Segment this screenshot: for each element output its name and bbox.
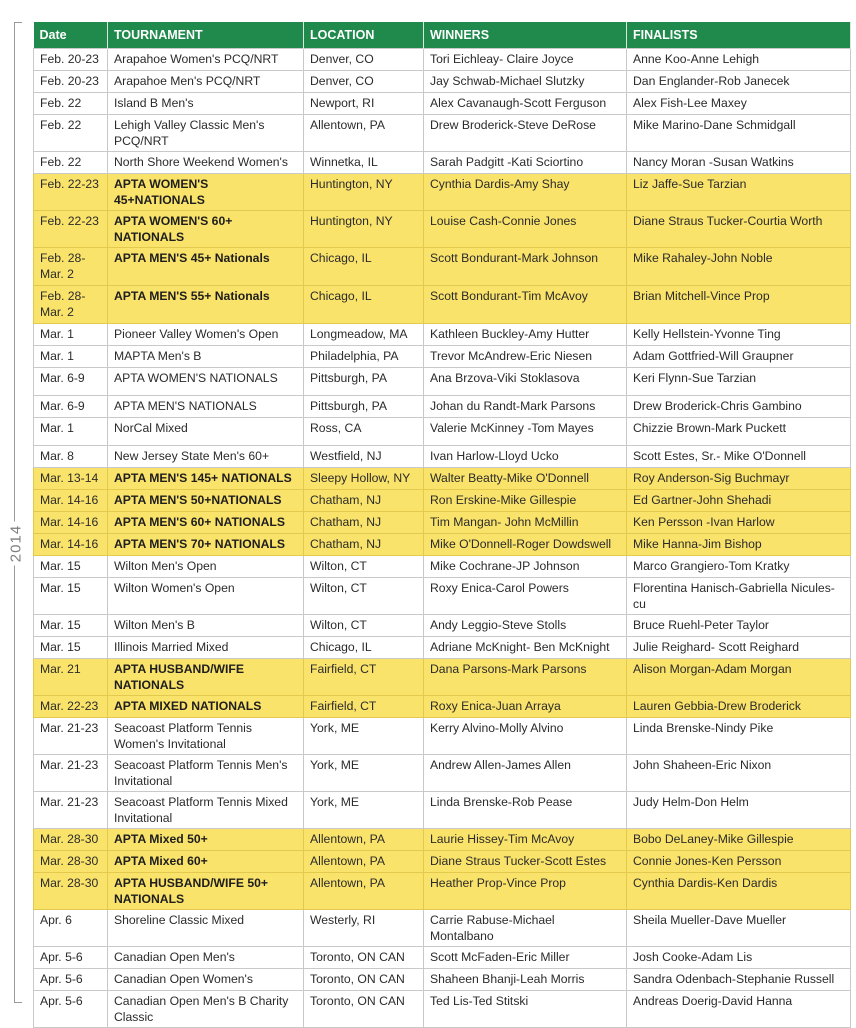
finalists-cell: Josh Cooke-Adam Lis bbox=[627, 947, 851, 969]
tournament-cell: APTA Mixed 50+ bbox=[108, 829, 304, 851]
date-cell: Mar. 1 bbox=[34, 324, 108, 346]
table-row-national bbox=[34, 659, 851, 696]
finalists-cell: Ed Gartner-John Shehadi bbox=[627, 490, 851, 512]
winners-cell: Andrew Allen-James Allen bbox=[424, 755, 627, 792]
finalists-cell: Kelly Hellstein-Yvonne Ting bbox=[627, 324, 851, 346]
location-cell: Philadelphia, PA bbox=[304, 346, 424, 368]
date-cell: Mar. 21-23 bbox=[34, 755, 108, 792]
header-winners: WINNERS bbox=[424, 22, 627, 49]
table-row bbox=[34, 396, 851, 418]
location-cell: Allentown, PA bbox=[304, 851, 424, 873]
winners-cell: Johan du Randt-Mark Parsons bbox=[424, 396, 627, 418]
finalists-cell: Adam Gottfried-Will Graupner bbox=[627, 346, 851, 368]
finalists-cell: Liz Jaffe-Sue Tarzian bbox=[627, 174, 851, 211]
winners-cell: Ted Lis-Ted Stitski bbox=[424, 991, 627, 1028]
winners-cell: Ron Erskine-Mike Gillespie bbox=[424, 490, 627, 512]
table-row-national bbox=[34, 211, 851, 248]
table-row-national bbox=[34, 851, 851, 873]
finalists-cell: Nancy Moran -Susan Watkins bbox=[627, 152, 851, 174]
tournament-cell: Canadian Open Men's bbox=[108, 947, 304, 969]
side-rule bbox=[14, 22, 15, 1002]
table-row-national bbox=[34, 468, 851, 490]
winners-cell: Sarah Padgitt -Kati Sciortino bbox=[424, 152, 627, 174]
finalists-cell: Linda Brenske-Nindy Pike bbox=[627, 718, 851, 755]
date-cell: Mar. 13-14 bbox=[34, 468, 108, 490]
year-label: 2014 bbox=[8, 522, 25, 566]
date-cell: Mar. 28-30 bbox=[34, 873, 108, 910]
winners-cell: Andy Leggio-Steve Stolls bbox=[424, 615, 627, 637]
location-cell: Pittsburgh, PA bbox=[304, 396, 424, 418]
table-row bbox=[34, 556, 851, 578]
tournament-cell: NorCal Mixed bbox=[108, 418, 304, 446]
finalists-cell: Mike Hanna-Jim Bishop bbox=[627, 534, 851, 556]
header-tournament: TOURNAMENT bbox=[108, 22, 304, 49]
date-cell: Mar. 6-9 bbox=[34, 396, 108, 418]
tournament-cell: Wilton Men's Open bbox=[108, 556, 304, 578]
location-cell: Sleepy Hollow, NY bbox=[304, 468, 424, 490]
finalists-cell: Florentina Hanisch-Gabriella Nicules-cu bbox=[627, 578, 851, 615]
location-cell: Wilton, CT bbox=[304, 615, 424, 637]
tournament-cell: Arapahoe Men's PCQ/NRT bbox=[108, 71, 304, 93]
winners-cell: Ana Brzova-Viki Stoklasova bbox=[424, 368, 627, 396]
tournament-cell: APTA MEN'S 50+NATIONALS bbox=[108, 490, 304, 512]
winners-cell: Adriane McKnight- Ben McKnight bbox=[424, 637, 627, 659]
table-row bbox=[34, 93, 851, 115]
finalists-cell: Ken Persson -Ivan Harlow bbox=[627, 512, 851, 534]
date-cell: Mar. 6-9 bbox=[34, 368, 108, 396]
table-row bbox=[34, 991, 851, 1028]
table-row bbox=[34, 418, 851, 446]
tournament-cell: APTA WOMEN'S 60+ NATIONALS bbox=[108, 211, 304, 248]
date-cell: Mar. 22-23 bbox=[34, 696, 108, 718]
finalists-cell: Judy Helm-Don Helm bbox=[627, 792, 851, 829]
date-cell: Mar. 15 bbox=[34, 578, 108, 615]
date-cell: Feb. 20-23 bbox=[34, 49, 108, 71]
tournament-cell: Canadian Open Men's B Charity Classic bbox=[108, 991, 304, 1028]
tournament-cell: APTA Mixed 60+ bbox=[108, 851, 304, 873]
winners-cell: Scott McFaden-Eric Miller bbox=[424, 947, 627, 969]
winners-cell: Tim Mangan- John McMillin bbox=[424, 512, 627, 534]
table-row-national bbox=[34, 512, 851, 534]
winners-cell: Diane Straus Tucker-Scott Estes bbox=[424, 851, 627, 873]
header-date: Date bbox=[34, 22, 108, 49]
finalists-cell: Keri Flynn-Sue Tarzian bbox=[627, 368, 851, 396]
table-row bbox=[34, 324, 851, 346]
location-cell: Chicago, IL bbox=[304, 248, 424, 286]
table-row bbox=[34, 615, 851, 637]
table-row-national bbox=[34, 490, 851, 512]
winners-cell: Walter Beatty-Mike O'Donnell bbox=[424, 468, 627, 490]
date-cell: Mar. 14-16 bbox=[34, 490, 108, 512]
finalists-cell: Bobo DeLaney-Mike Gillespie bbox=[627, 829, 851, 851]
winners-cell: Dana Parsons-Mark Parsons bbox=[424, 659, 627, 696]
date-cell: Feb. 28-Mar. 2 bbox=[34, 248, 108, 286]
tournament-cell: New Jersey State Men's 60+ bbox=[108, 446, 304, 468]
tournament-cell: Seacoast Platform Tennis Mixed Invitational bbox=[108, 792, 304, 829]
table-row bbox=[34, 446, 851, 468]
location-cell: Westfield, NJ bbox=[304, 446, 424, 468]
finalists-cell: Roy Anderson-Sig Buchmayr bbox=[627, 468, 851, 490]
location-cell: Chatham, NJ bbox=[304, 534, 424, 556]
finalists-cell: Alison Morgan-Adam Morgan bbox=[627, 659, 851, 696]
table-row-national bbox=[34, 174, 851, 211]
tournament-cell: Lehigh Valley Classic Men's PCQ/NRT bbox=[108, 115, 304, 152]
date-cell: Feb. 22 bbox=[34, 152, 108, 174]
tournament-cell: APTA MIXED NATIONALS bbox=[108, 696, 304, 718]
date-cell: Mar. 28-30 bbox=[34, 829, 108, 851]
tournament-cell: Canadian Open Women's bbox=[108, 969, 304, 991]
location-cell: Chatham, NJ bbox=[304, 490, 424, 512]
winners-cell: Jay Schwab-Michael Slutzky bbox=[424, 71, 627, 93]
date-cell: Feb. 20-23 bbox=[34, 71, 108, 93]
location-cell: Allentown, PA bbox=[304, 115, 424, 152]
finalists-cell: Diane Straus Tucker-Courtia Worth bbox=[627, 211, 851, 248]
winners-cell: Ivan Harlow-Lloyd Ucko bbox=[424, 446, 627, 468]
tournament-cell: APTA MEN'S 60+ NATIONALS bbox=[108, 512, 304, 534]
table-row-national bbox=[34, 248, 851, 286]
winners-cell: Drew Broderick-Steve DeRose bbox=[424, 115, 627, 152]
header-location: LOCATION bbox=[304, 22, 424, 49]
date-cell: Mar. 21 bbox=[34, 659, 108, 696]
winners-cell: Shaheen Bhanji-Leah Morris bbox=[424, 969, 627, 991]
tournament-cell: APTA HUSBAND/WIFE 50+ NATIONALS bbox=[108, 873, 304, 910]
date-cell: Mar. 8 bbox=[34, 446, 108, 468]
finalists-cell: Sheila Mueller-Dave Mueller bbox=[627, 910, 851, 947]
date-cell: Feb. 22 bbox=[34, 115, 108, 152]
winners-cell: Carrie Rabuse-Michael Montalbano bbox=[424, 910, 627, 947]
finalists-cell: John Shaheen-Eric Nixon bbox=[627, 755, 851, 792]
tournament-cell: APTA MEN'S 45+ Nationals bbox=[108, 248, 304, 286]
date-cell: Feb. 22-23 bbox=[34, 211, 108, 248]
winners-cell: Mike O'Donnell-Roger Dowdswell bbox=[424, 534, 627, 556]
location-cell: Huntington, NY bbox=[304, 174, 424, 211]
location-cell: Allentown, PA bbox=[304, 829, 424, 851]
winners-cell: Scott Bondurant-Mark Johnson bbox=[424, 248, 627, 286]
finalists-cell: Sandra Odenbach-Stephanie Russell bbox=[627, 969, 851, 991]
table-row bbox=[34, 947, 851, 969]
location-cell: Denver, CO bbox=[304, 71, 424, 93]
table-row bbox=[34, 115, 851, 152]
finalists-cell: Chizzie Brown-Mark Puckett bbox=[627, 418, 851, 446]
side-rule-top-tick bbox=[14, 22, 22, 23]
table-row bbox=[34, 718, 851, 755]
date-cell: Mar. 21-23 bbox=[34, 792, 108, 829]
tournament-cell: Pioneer Valley Women's Open bbox=[108, 324, 304, 346]
winners-cell: Roxy Enica-Juan Arraya bbox=[424, 696, 627, 718]
finalists-cell: Andreas Doerig-David Hanna bbox=[627, 991, 851, 1028]
winners-cell: Scott Bondurant-Tim McAvoy bbox=[424, 286, 627, 324]
date-cell: Apr. 5-6 bbox=[34, 991, 108, 1028]
finalists-cell: Anne Koo-Anne Lehigh bbox=[627, 49, 851, 71]
date-cell: Mar. 15 bbox=[34, 556, 108, 578]
table-row-national bbox=[34, 696, 851, 718]
tournament-cell: APTA HUSBAND/WIFE NATIONALS bbox=[108, 659, 304, 696]
tournament-cell: APTA WOMEN'S NATIONALS bbox=[108, 368, 304, 396]
winners-cell: Kathleen Buckley-Amy Hutter bbox=[424, 324, 627, 346]
location-cell: Toronto, ON CAN bbox=[304, 969, 424, 991]
finalists-cell: Scott Estes, Sr.- Mike O'Donnell bbox=[627, 446, 851, 468]
winners-cell: Louise Cash-Connie Jones bbox=[424, 211, 627, 248]
header-row bbox=[34, 22, 851, 49]
tournament-cell: APTA MEN'S 70+ NATIONALS bbox=[108, 534, 304, 556]
tournament-cell: APTA WOMEN'S 45+NATIONALS bbox=[108, 174, 304, 211]
finalists-cell: Marco Grangiero-Tom Kratky bbox=[627, 556, 851, 578]
tournament-cell: MAPTA Men's B bbox=[108, 346, 304, 368]
table-row bbox=[34, 755, 851, 792]
winners-cell: Linda Brenske-Rob Pease bbox=[424, 792, 627, 829]
location-cell: Westerly, RI bbox=[304, 910, 424, 947]
date-cell: Mar. 1 bbox=[34, 418, 108, 446]
table-row bbox=[34, 578, 851, 615]
tournament-cell: Illinois Married Mixed bbox=[108, 637, 304, 659]
finalists-cell: Lauren Gebbia-Drew Broderick bbox=[627, 696, 851, 718]
winners-cell: Mike Cochrane-JP Johnson bbox=[424, 556, 627, 578]
location-cell: Winnetka, IL bbox=[304, 152, 424, 174]
header-finalists: FINALISTS bbox=[627, 22, 851, 49]
location-cell: Wilton, CT bbox=[304, 556, 424, 578]
date-cell: Mar. 28-30 bbox=[34, 851, 108, 873]
tournament-cell: Shoreline Classic Mixed bbox=[108, 910, 304, 947]
side-rule-bottom-tick bbox=[14, 1002, 22, 1003]
date-cell: Feb. 28-Mar. 2 bbox=[34, 286, 108, 324]
location-cell: York, ME bbox=[304, 718, 424, 755]
location-cell: Longmeadow, MA bbox=[304, 324, 424, 346]
table-row-national bbox=[34, 286, 851, 324]
tournament-cell: Island B Men's bbox=[108, 93, 304, 115]
winners-cell: Tori Eichleay- Claire Joyce bbox=[424, 49, 627, 71]
table-row bbox=[34, 637, 851, 659]
table-row bbox=[34, 346, 851, 368]
finalists-cell: Brian Mitchell-Vince Prop bbox=[627, 286, 851, 324]
finalists-cell: Cynthia Dardis-Ken Dardis bbox=[627, 873, 851, 910]
table-row bbox=[34, 152, 851, 174]
tournament-cell: APTA MEN'S 55+ Nationals bbox=[108, 286, 304, 324]
location-cell: Huntington, NY bbox=[304, 211, 424, 248]
winners-cell: Cynthia Dardis-Amy Shay bbox=[424, 174, 627, 211]
winners-cell: Laurie Hissey-Tim McAvoy bbox=[424, 829, 627, 851]
winners-cell: Kerry Alvino-Molly Alvino bbox=[424, 718, 627, 755]
table-row-national bbox=[34, 534, 851, 556]
finalists-cell: Drew Broderick-Chris Gambino bbox=[627, 396, 851, 418]
table-header bbox=[34, 22, 851, 49]
tournament-cell: APTA MEN'S 145+ NATIONALS bbox=[108, 468, 304, 490]
tournament-cell: Arapahoe Women's PCQ/NRT bbox=[108, 49, 304, 71]
winners-cell: Trevor McAndrew-Eric Niesen bbox=[424, 346, 627, 368]
table-row bbox=[34, 49, 851, 71]
finalists-cell: Dan Englander-Rob Janecek bbox=[627, 71, 851, 93]
finalists-cell: Connie Jones-Ken Persson bbox=[627, 851, 851, 873]
date-cell: Apr. 5-6 bbox=[34, 969, 108, 991]
location-cell: Fairfield, CT bbox=[304, 659, 424, 696]
tournament-cell: North Shore Weekend Women's bbox=[108, 152, 304, 174]
finalists-cell: Bruce Ruehl-Peter Taylor bbox=[627, 615, 851, 637]
location-cell: Allentown, PA bbox=[304, 873, 424, 910]
location-cell: Pittsburgh, PA bbox=[304, 368, 424, 396]
finalists-cell: Mike Marino-Dane Schmidgall bbox=[627, 115, 851, 152]
finalists-cell: Julie Reighard- Scott Reighard bbox=[627, 637, 851, 659]
winners-cell: Valerie McKinney -Tom Mayes bbox=[424, 418, 627, 446]
location-cell: York, ME bbox=[304, 755, 424, 792]
winners-cell: Roxy Enica-Carol Powers bbox=[424, 578, 627, 615]
table-row-national bbox=[34, 873, 851, 910]
date-cell: Mar. 14-16 bbox=[34, 512, 108, 534]
table-row-national bbox=[34, 829, 851, 851]
date-cell: Mar. 21-23 bbox=[34, 718, 108, 755]
date-cell: Feb. 22 bbox=[34, 93, 108, 115]
table-row bbox=[34, 969, 851, 991]
results-table bbox=[33, 22, 851, 1028]
table-row bbox=[34, 71, 851, 93]
date-cell: Apr. 5-6 bbox=[34, 947, 108, 969]
finalists-cell: Mike Rahaley-John Noble bbox=[627, 248, 851, 286]
location-cell: Wilton, CT bbox=[304, 578, 424, 615]
finalists-cell: Alex Fish-Lee Maxey bbox=[627, 93, 851, 115]
date-cell: Apr. 6 bbox=[34, 910, 108, 947]
location-cell: Denver, CO bbox=[304, 49, 424, 71]
location-cell: Chicago, IL bbox=[304, 286, 424, 324]
location-cell: Toronto, ON CAN bbox=[304, 991, 424, 1028]
winners-cell: Heather Prop-Vince Prop bbox=[424, 873, 627, 910]
date-cell: Mar. 15 bbox=[34, 615, 108, 637]
location-cell: Ross, CA bbox=[304, 418, 424, 446]
location-cell: Newport, RI bbox=[304, 93, 424, 115]
location-cell: Toronto, ON CAN bbox=[304, 947, 424, 969]
date-cell: Mar. 15 bbox=[34, 637, 108, 659]
table-row bbox=[34, 368, 851, 396]
table-row bbox=[34, 792, 851, 829]
winners-cell: Alex Cavanaugh-Scott Ferguson bbox=[424, 93, 627, 115]
location-cell: Fairfield, CT bbox=[304, 696, 424, 718]
location-cell: Chicago, IL bbox=[304, 637, 424, 659]
tournament-cell: Seacoast Platform Tennis Women's Invitational bbox=[108, 718, 304, 755]
date-cell: Feb. 22-23 bbox=[34, 174, 108, 211]
date-cell: Mar. 14-16 bbox=[34, 534, 108, 556]
tournament-cell: APTA MEN'S NATIONALS bbox=[108, 396, 304, 418]
tournament-cell: Seacoast Platform Tennis Men's Invitational bbox=[108, 755, 304, 792]
date-cell: Mar. 1 bbox=[34, 346, 108, 368]
tournament-cell: Wilton Men's B bbox=[108, 615, 304, 637]
table-row bbox=[34, 910, 851, 947]
tournament-cell: Wilton Women's Open bbox=[108, 578, 304, 615]
table-body bbox=[34, 49, 851, 1028]
location-cell: York, ME bbox=[304, 792, 424, 829]
location-cell: Chatham, NJ bbox=[304, 512, 424, 534]
